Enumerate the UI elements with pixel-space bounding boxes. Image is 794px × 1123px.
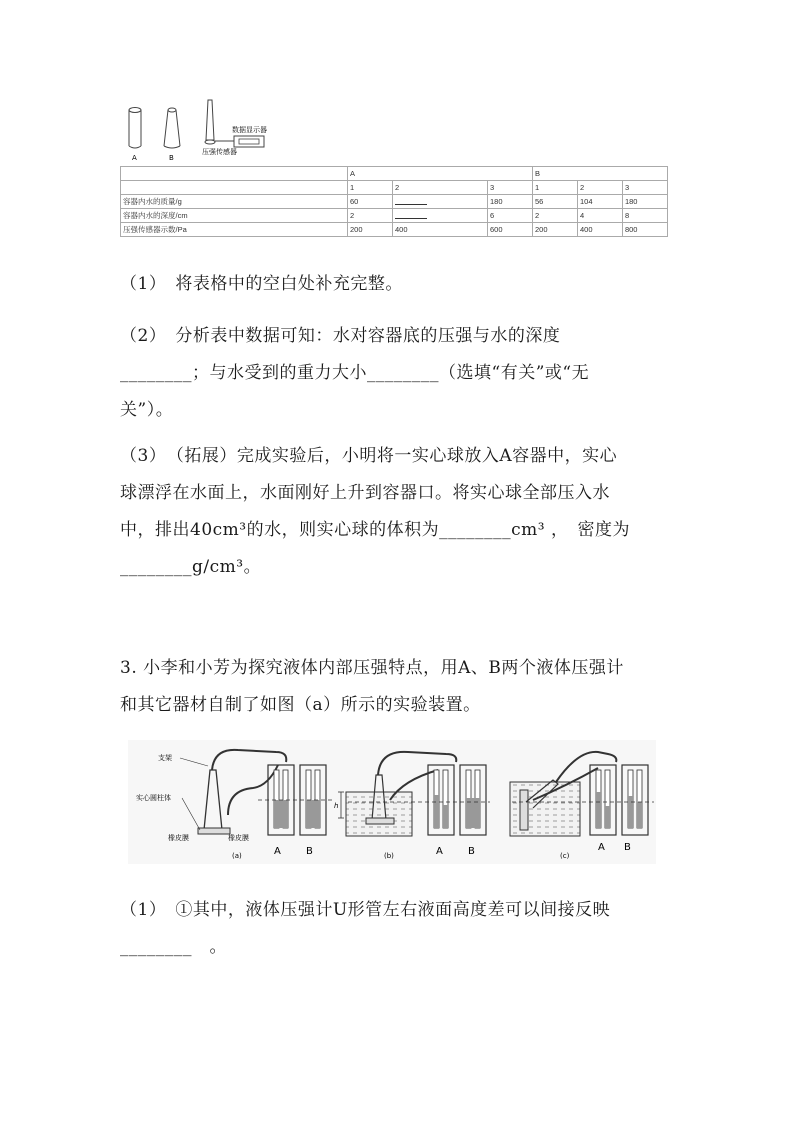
cylinder-label: 实心圆柱体	[136, 794, 171, 802]
question-3-line: （3） （拓展）完成实验后，小明将一实心球放入A容器中，实心	[120, 446, 618, 466]
membrane-right-label: 橡皮膜	[228, 834, 249, 842]
problem-3-line: 和其它器材自制了如图（a）所示的实验装置。	[120, 695, 481, 715]
table-cell-blank	[392, 209, 487, 223]
col-header: 3	[622, 181, 667, 195]
support-label: 支架	[158, 754, 172, 762]
question-3-line: 中，排出40cm³的水，则实心球的体积为________cm³ ， 密度为	[120, 520, 630, 540]
table-cell: 400	[577, 223, 622, 237]
question-1-text: （1） 将表格中的空白处补充完整。	[120, 274, 403, 294]
problem-3-q1-line: （1） ①其中，液体压强计U形管左右液面高度差可以间接反映	[120, 900, 611, 920]
table-cell: 4	[577, 209, 622, 223]
question-2	[120, 318, 680, 429]
question-3	[120, 438, 680, 586]
letter-b-c: B	[624, 842, 631, 853]
table-cell: 200	[533, 223, 578, 237]
table-cell: 180	[622, 195, 667, 209]
table-cell: 600	[488, 223, 533, 237]
table-cell: 2	[533, 209, 578, 223]
table-row	[121, 209, 668, 223]
question-3-line: 球漂浮在水面上，水面刚好上升到容器口。将实心球全部压入水	[120, 483, 610, 503]
container-a-icon	[129, 108, 141, 149]
table-row	[121, 223, 668, 237]
table-cell: 56	[533, 195, 578, 209]
question-1	[120, 266, 680, 303]
data-table	[120, 166, 668, 237]
table-cell: 800	[622, 223, 667, 237]
letter-a-c: A	[598, 842, 605, 853]
col-header: 1	[348, 181, 393, 195]
table-corner	[121, 167, 348, 181]
caption-b: (b)	[384, 852, 394, 860]
table-cell: 60	[348, 195, 393, 209]
row-label: 容器内水的质量/g	[121, 195, 348, 209]
question-2-line: 关”）。	[120, 400, 174, 420]
question-2-line: ________；与水受到的重力大小________（选填“有关”或“无	[120, 363, 590, 383]
caption-c: (c)	[560, 852, 570, 860]
apparatus-figure	[128, 740, 656, 864]
problem-3-q1-line: ________ 。	[120, 937, 227, 957]
question-2-line: （2） 分析表中数据可知：水对容器底的压强与水的深度	[120, 326, 561, 346]
h-label: h	[334, 802, 339, 810]
label-a: A	[132, 154, 137, 162]
table-cell: 6	[488, 209, 533, 223]
table-row	[121, 195, 668, 209]
table-header-group	[121, 167, 668, 181]
data-display-icon	[234, 136, 264, 147]
label-b: B	[169, 154, 174, 162]
container-b-icon	[164, 108, 180, 148]
membrane-left-label: 橡皮膜	[168, 834, 189, 842]
sensor-label: 压强传感器	[202, 148, 237, 156]
pressure-sensor-icon	[205, 100, 234, 144]
display-label: 数据显示器	[232, 126, 267, 134]
question-3-line: ________g/cm³。	[120, 557, 262, 577]
row-label: 容器内水的深度/cm	[121, 209, 348, 223]
col-header: 2	[577, 181, 622, 195]
problem-3-line: 3. 小李和小芳为探究液体内部压强特点，用A、B两个液体压强计	[120, 658, 624, 678]
table-cell: 2	[348, 209, 393, 223]
table-cell: 400	[392, 223, 487, 237]
blank-line	[395, 196, 427, 205]
letter-a-a: A	[274, 846, 281, 857]
letter-a-b: A	[436, 846, 443, 857]
caption-a: (a)	[232, 852, 242, 860]
blank-line	[395, 210, 427, 219]
table-corner-2	[121, 181, 348, 195]
problem-3-intro	[120, 650, 680, 724]
letter-b-a: B	[306, 846, 313, 857]
table-cell-blank	[392, 195, 487, 209]
group-b-header: B	[533, 167, 668, 181]
problem-3-question-1	[120, 892, 680, 966]
table-cell: 180	[488, 195, 533, 209]
table-cell: 104	[577, 195, 622, 209]
table-header-cols	[121, 181, 668, 195]
letter-b-b: B	[468, 846, 475, 857]
table-cell: 200	[348, 223, 393, 237]
group-a-header: A	[348, 167, 533, 181]
table-cell: 8	[622, 209, 667, 223]
row-label: 压强传感器示数/Pa	[121, 223, 348, 237]
col-header: 1	[533, 181, 578, 195]
col-header: 2	[392, 181, 487, 195]
containers-figure	[120, 96, 280, 166]
col-header: 3	[488, 181, 533, 195]
